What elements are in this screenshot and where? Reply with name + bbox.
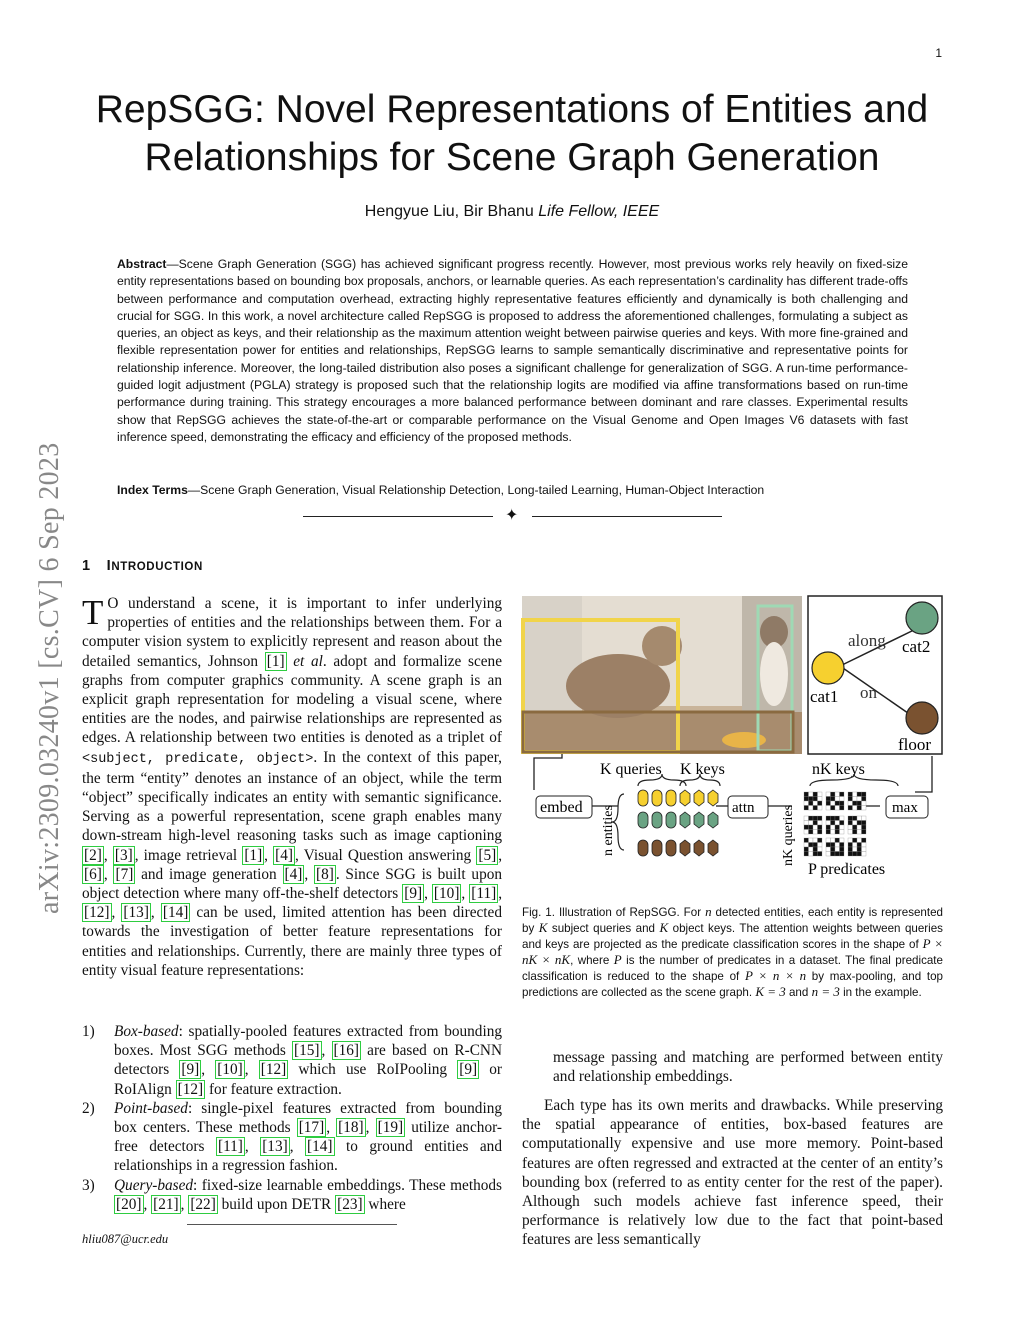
list-text: : spatially-pooled features extracted from bounding boxes. Most SGG methods: [114, 1023, 502, 1060]
drop-cap: T: [82, 593, 104, 632]
score-cell: [813, 797, 818, 802]
caption-text: is the number of predicates in a dataset. The final predicate classification is reduced to the shape of: [522, 954, 943, 984]
score-cell: [853, 830, 858, 835]
representation-list: [82, 1022, 502, 1214]
score-cell: [813, 852, 818, 857]
label-cat1: cat1: [810, 687, 839, 706]
intro-paragraph: T O understand a scene, it is important to infer underlying properties of entities and the relationships between them. For a computer vision system to explicitly represent and reason about the detailed semantics, Johnson [1] et al. adopt and formalize scene graphs from computer graphics community. A scene graph is an explicit graph representation for modeling a visual scene, where entities are the nodes, and pairwise relationships are represented as edges. A relationship between two entities is denoted as a triplet of <subject, predicate, object>. In the context of this paper, the term “entity” denotes an instance of an object, while the term “object” specifically indicates an entity with semantic significance. Serving as a powerful representation, scene graph enables many down-stream high-level reasoning tasks such as image captioning [2] , [3] , image retrieval [1] , [4] , Visual Question answering [5] , [6] , [7] and image generation [4] , [8] . Since SGG is built upon object detection where many off-the-shelf detectors [9] , [10] , [11] , [12] , [13] , [14] can be used, limited attention has been directed towards the investigation of better feature representations for entities and relationships. Currently, there are mainly three types of entity visual feature representations:: [82, 593, 503, 979]
caption-text: detected entities, each entity is represented by: [522, 906, 943, 936]
score-cell: [840, 843, 845, 848]
score-cell: [862, 843, 867, 848]
caption-text: object keys. The attention weights between queries and keys are projected as the predicate classification scores in the shape of: [522, 922, 943, 952]
page-number: 1: [935, 46, 942, 60]
intro-text: O understand a scene, it is important to infer underlying properties of entities and the relationships between them. For a computer vision system to explicitly represent and reason about the detailed semantics, Johnson: [82, 595, 502, 670]
score-cell: [813, 847, 818, 852]
k-keys-label: K keys: [680, 761, 725, 778]
citation[interactable]: [9]: [181, 1061, 200, 1079]
cat2-body: [760, 642, 788, 706]
list-term: Query-based: [114, 1176, 194, 1194]
query-token: [666, 812, 676, 828]
score-cell: [804, 847, 809, 852]
score-cell: [826, 825, 831, 830]
list-number: 2): [82, 1099, 95, 1117]
list-text: : single-pixel features extracted from bounding box centers. These methods: [114, 1099, 502, 1137]
score-cell: [840, 838, 845, 843]
score-cell: [835, 792, 840, 797]
score-cell: [848, 843, 853, 848]
score-cell: [835, 838, 840, 843]
citation[interactable]: [12]: [260, 1061, 287, 1079]
right-column-paragraph-2: Each type has its own merits and drawbacks. While preserving the spatial appearance of entities, box-based features are computationally expensive and use more memory. Point-based features are often regressed and extracted at the center of an entity’s bounding box (referred to as entity center for the rest of the paper). Although such models achieve fast inference speed, their performance is relatively low due to the fact that point-based features are less semantically: [522, 1097, 943, 1249]
score-cell: [809, 830, 814, 835]
citation[interactable]: [17]: [298, 1119, 325, 1137]
intro-text: , Visual Question answering: [295, 846, 477, 864]
score-cell: [818, 806, 823, 811]
list-text: build upon DETR: [217, 1195, 336, 1213]
score-cell: [809, 847, 814, 852]
score-cell: [857, 843, 862, 848]
score-cell: [818, 847, 823, 852]
max-label: max: [892, 800, 918, 816]
score-cell: [835, 843, 840, 848]
score-cell: [848, 830, 853, 835]
score-cell: [818, 843, 823, 848]
score-cell: [818, 792, 823, 797]
score-cell: [862, 806, 867, 811]
score-cell: [831, 825, 836, 830]
score-cell: [840, 806, 845, 811]
score-cell: [809, 792, 814, 797]
citation[interactable]: [1]: [266, 652, 285, 670]
score-cell: [831, 797, 836, 802]
key-token: [694, 812, 704, 828]
citation[interactable]: [8]: [315, 865, 334, 883]
citation[interactable]: [12]: [177, 1080, 204, 1098]
list-text: are based on R-CNN detectors: [114, 1042, 502, 1079]
citation[interactable]: [15]: [294, 1042, 320, 1060]
caption-text: by max-pooling, and top predictions are collected as the scene graph.: [522, 970, 943, 1000]
score-cell: [818, 801, 823, 806]
intro-text: . Since SGG is built upon object detection where many off-the-shelf detectors: [82, 865, 503, 903]
query-token: [652, 840, 662, 856]
citation[interactable]: [20]: [116, 1195, 142, 1213]
score-cell: [813, 792, 818, 797]
citation[interactable]: [3]: [114, 846, 133, 864]
score-cell: [818, 838, 823, 843]
right-column-paragraph-1: message passing and matching are performed between entity and relationship embeddings.: [553, 1049, 943, 1086]
section-heading: [82, 558, 203, 574]
citation[interactable]: [23]: [337, 1195, 363, 1213]
score-cell: [831, 852, 836, 857]
query-token: [666, 840, 676, 856]
score-cell: [831, 792, 836, 797]
score-cell: [831, 838, 836, 843]
score-cell: [862, 801, 867, 806]
score-cell: [848, 821, 853, 826]
score-cell: [848, 797, 853, 802]
score-cell: [826, 852, 831, 857]
separator-diamond: ✦: [505, 507, 519, 524]
score-cell: [835, 806, 840, 811]
score-cell: [848, 852, 853, 857]
list-number: 1): [82, 1023, 95, 1040]
label-on: on: [860, 683, 877, 702]
score-cell: [857, 816, 862, 821]
score-cell: [813, 838, 818, 843]
score-cell: [853, 792, 858, 797]
score-cell: [826, 843, 831, 848]
list-text: which use RoIPooling: [288, 1061, 458, 1079]
query-token: [652, 790, 662, 806]
scene-graph: [808, 596, 942, 754]
citation[interactable]: [14]: [307, 1138, 333, 1156]
citation[interactable]: [1]: [244, 846, 263, 864]
section-first-letter: I: [106, 558, 112, 574]
score-cell: [853, 816, 858, 821]
score-cell: [857, 852, 862, 857]
score-cell: [826, 797, 831, 802]
score-cell: [862, 816, 867, 821]
list-item: 2) Point-based: single-pixel features extracted from bounding box centers. These methods [17] , [18] , [19] utilize anchor-free detectors [11] , [13] , [14] to ground entities and relationships in a regression fashion.: [82, 1099, 502, 1175]
score-cell: [835, 816, 840, 821]
abstract-label: Abstract: [117, 257, 167, 271]
list-text: utilize anchor-free detectors: [114, 1119, 502, 1156]
intro-text: . In the context of this paper, the term “entity” denotes an instance of an object, while the term “object” specifically indicates an entity with semantic significance. Serving as a powerful representation, scene graph enables many down-stream high-level reasoning tasks such as image captioning: [82, 748, 503, 845]
score-cell: [804, 801, 809, 806]
query-token: [666, 790, 676, 806]
query-key-tokens: [638, 790, 718, 856]
caption-text: subject queries and: [547, 922, 660, 936]
citation[interactable]: [14]: [162, 904, 189, 922]
key-token: [708, 790, 718, 806]
score-cell: [862, 830, 867, 835]
score-cell: [848, 816, 853, 821]
score-cell: [826, 830, 831, 835]
score-cell: [809, 852, 814, 857]
n-entities-label: n entities: [601, 805, 616, 856]
list-text: or RoIAlign: [114, 1061, 502, 1098]
title-line-2: Relationships for Scene Graph Generation: [144, 136, 880, 179]
score-cell: [813, 806, 818, 811]
score-cell: [857, 806, 862, 811]
score-cell: [809, 797, 814, 802]
node-floor: [906, 702, 938, 734]
list-item: 1) Box-based: spatially-pooled features extracted from bounding boxes. Most SGG methods [15] , [16] are based on R-CNN detectors [9] , [10] , [12] which use RoIPooling [9] or RoIAlign [12] for feature extraction.: [82, 1023, 502, 1098]
query-token: [652, 812, 662, 828]
score-cell: [818, 825, 823, 830]
score-cell: [853, 852, 858, 857]
caption-math: P × nK × nK: [522, 936, 943, 968]
score-cell: [848, 792, 853, 797]
score-cell: [818, 821, 823, 826]
score-cell: [826, 801, 831, 806]
score-cell: [818, 830, 823, 835]
citation[interactable]: [9]: [459, 1061, 478, 1079]
score-cell: [804, 792, 809, 797]
score-cell: [804, 821, 809, 826]
intro-text: and image generation: [135, 865, 283, 883]
score-cell: [840, 847, 845, 852]
score-cell: [857, 825, 862, 830]
nk-keys-label: nK keys: [812, 761, 865, 778]
score-cell: [831, 843, 836, 848]
score-cell: [853, 838, 858, 843]
attn-label: attn: [732, 800, 755, 816]
list-term: Box-based: [114, 1023, 179, 1040]
score-cell: [804, 797, 809, 802]
score-cell: [840, 830, 845, 835]
score-cell: [826, 847, 831, 852]
score-cell: [862, 821, 867, 826]
key-token: [694, 790, 704, 806]
footnote-rule: [187, 1224, 397, 1225]
score-cell: [857, 838, 862, 843]
label-along: along: [848, 631, 886, 650]
separator-left: [303, 516, 493, 517]
score-cell: [848, 825, 853, 830]
triplet-code: <subject, predicate, object>: [82, 751, 314, 767]
score-cell: [840, 816, 845, 821]
score-cell: [840, 801, 845, 806]
key-token: [694, 840, 704, 856]
photo: [522, 596, 802, 754]
score-cell: [809, 816, 814, 821]
caption-math: P × n × n: [744, 968, 807, 984]
score-cell: [818, 852, 823, 857]
score-cell: [862, 797, 867, 802]
list-text: : fixed-size learnable embeddings. These methods: [193, 1176, 502, 1194]
score-cell: [826, 821, 831, 826]
score-cell: [813, 825, 818, 830]
title-line-1: RepSGG: Novel Representations of Entities and: [95, 88, 929, 131]
score-cell: [857, 821, 862, 826]
citation[interactable]: [9]: [404, 885, 423, 903]
figure-1: [520, 594, 944, 894]
score-cell: [804, 825, 809, 830]
citation[interactable]: [6]: [84, 865, 102, 883]
section-number: 1: [82, 558, 91, 574]
score-cell: [853, 825, 858, 830]
index-terms-text: —Scene Graph Generation, Visual Relationship Detection, Long-tailed Learning, Human-Object Interaction: [187, 483, 765, 497]
author-fellow: Life Fellow, IEEE: [538, 203, 660, 220]
label-cat2: cat2: [902, 637, 931, 656]
node-cat1: [812, 652, 844, 684]
score-cell: [857, 797, 862, 802]
citation[interactable]: [7]: [115, 865, 134, 883]
score-cell: [835, 821, 840, 826]
citation[interactable]: [12]: [84, 904, 110, 922]
score-cell: [804, 816, 809, 821]
citation[interactable]: [13]: [262, 1138, 288, 1156]
author-line: [60, 203, 964, 221]
score-cell: [813, 821, 818, 826]
embed-label: embed: [540, 799, 583, 816]
author-email[interactable]: hliu087@ucr.edu: [82, 1232, 169, 1246]
citation[interactable]: [5]: [478, 846, 497, 864]
score-cell: [826, 816, 831, 821]
score-cell: [840, 792, 845, 797]
score-cell: [857, 801, 862, 806]
paper-title: [60, 86, 964, 182]
predicate-score-grids: [804, 792, 866, 856]
list-text: for feature extraction.: [205, 1080, 342, 1098]
nk-queries-label: nK queries: [781, 804, 796, 866]
score-cell: [862, 792, 867, 797]
score-cell: [809, 825, 814, 830]
score-cell: [813, 843, 818, 848]
score-cell: [857, 847, 862, 852]
flow-max-to-graph: [915, 756, 932, 792]
author-names: Hengyue Liu, Bir Bhanu: [364, 203, 539, 220]
score-cell: [835, 847, 840, 852]
score-cell: [809, 843, 814, 848]
score-cell: [857, 830, 862, 835]
node-cat2: [906, 602, 938, 634]
score-cell: [826, 838, 831, 843]
score-cell: [831, 830, 836, 835]
score-cell: [835, 825, 840, 830]
score-cell: [848, 838, 853, 843]
score-cell: [831, 816, 836, 821]
flow-photo-to-embed: [534, 754, 562, 790]
citation[interactable]: [18]: [338, 1119, 364, 1137]
score-cell: [840, 852, 845, 857]
score-cell: [831, 847, 836, 852]
caption-math: n: [705, 904, 712, 919]
citation[interactable]: [13]: [123, 904, 149, 922]
caption-text: in the example.: [839, 986, 922, 1000]
score-cell: [835, 830, 840, 835]
score-cell: [813, 801, 818, 806]
key-token: [680, 812, 690, 828]
caption-text: , where: [570, 954, 614, 968]
score-cell: [809, 821, 814, 826]
citation[interactable]: [4]: [284, 865, 303, 883]
index-terms: [117, 482, 908, 499]
score-cell: [809, 801, 814, 806]
p-predicates-label: P predicates: [808, 861, 886, 878]
score-cell: [809, 838, 814, 843]
query-token: [638, 812, 648, 828]
score-cell: [848, 806, 853, 811]
et-al: et al: [293, 652, 323, 670]
caption-math: P: [613, 952, 622, 968]
score-cell: [840, 825, 845, 830]
score-cell: [831, 801, 836, 806]
score-cell: [853, 843, 858, 848]
citation[interactable]: [11]: [471, 885, 497, 903]
list-text: to ground entities and relationships in a regression fashion.: [114, 1138, 502, 1175]
score-cell: [813, 830, 818, 835]
score-cell: [862, 825, 867, 830]
citation[interactable]: [22]: [190, 1195, 216, 1213]
list-term: Point-based: [114, 1099, 188, 1117]
citation[interactable]: [4]: [275, 846, 294, 864]
score-cell: [862, 852, 867, 857]
caption-math: K: [538, 920, 548, 936]
score-cell: [857, 792, 862, 797]
score-cell: [809, 806, 814, 811]
caption-math: K = 3: [755, 984, 786, 1000]
score-cell: [804, 830, 809, 835]
citation[interactable]: [19]: [377, 1119, 404, 1137]
caption-math: K: [659, 920, 669, 936]
list-number: 3): [82, 1176, 95, 1194]
caption-text: and: [785, 986, 812, 1000]
score-cell: [826, 792, 831, 797]
intro-text: can be used, limited attention has been directed towards the investigation of better feature representations for entities and relationships. Currently, there are mainly three types of entity visual feature representations:: [82, 904, 502, 979]
label-floor: floor: [898, 735, 932, 754]
score-cell: [818, 816, 823, 821]
citation[interactable]: [2]: [84, 846, 102, 864]
score-cell: [848, 801, 853, 806]
score-cell: [831, 806, 836, 811]
score-cell: [804, 852, 809, 857]
score-cell: [804, 843, 809, 848]
query-token: [638, 840, 648, 856]
score-cell: [826, 806, 831, 811]
index-terms-label: Index Terms: [117, 483, 188, 497]
abstract-text: —Scene Graph Generation (SGG) has achieved significant progress recently. However, most previous works rely heavily on fixed-size entity representations based on bounding box proposals, anchors, or learnable queries. As each representation’s cardinality has different trade-offs between performance and computation overhead, extracting highly representative features efficiently and dynamically is both challenging and crucial for SGG. In this work, a novel architecture called RepSGG is proposed to address the aforementioned challenges, formulating a subject as queries, an object as keys, and their relationship as the maximum attention weight between pairwise queries and keys. With more fine-grained and flexible representation power for entities and relationships, RepSGG learns to sample semantically discriminative and representative points for relationship inference. Moreover, the long-tailed distribution also poses a significant challenge for generalization of SGG. A run-time performance-guided logit adjustment (PGLA) strategy is proposed such that the relationship logits are modified via affine transformations based on run-time performance during training. This strategy encourages a more balanced performance between dominant and rare classes. Experimental results show that RepSGG achieves the state-of-the-art or comparable performance on the Visual Genome and Open Images V6 datasets with fast inference speed, demonstrating the efficacy and efficiency of the proposed methods.: [117, 257, 908, 444]
score-cell: [813, 816, 818, 821]
citation[interactable]: [16]: [333, 1042, 359, 1060]
k-queries-label: K queries: [600, 761, 662, 778]
score-cell: [804, 806, 809, 811]
citation[interactable]: [10]: [217, 1061, 243, 1079]
score-cell: [835, 852, 840, 857]
score-cell: [862, 838, 867, 843]
section-rest: NTRODUCTION: [111, 561, 203, 573]
caption-math: n = 3: [811, 984, 840, 1000]
score-cell: [853, 806, 858, 811]
intro-text: . adopt and formalize scene graphs from computer graphics community. A scene graph is an explicit graph representation for modeling a visual scene, where entities are the nodes, and pairwise relationships are represented as edges. A relationship between two entities is denoted as a triplet of: [82, 652, 502, 747]
score-cell: [835, 801, 840, 806]
figure-caption: [522, 904, 943, 1001]
score-cell: [804, 838, 809, 843]
citation[interactable]: [21]: [153, 1195, 179, 1213]
intro-text: , image retrieval: [134, 846, 243, 864]
key-token: [680, 790, 690, 806]
score-cell: [818, 797, 823, 802]
key-token: [680, 840, 690, 856]
citation[interactable]: [10]: [433, 885, 460, 903]
key-token: [708, 812, 718, 828]
key-token: [708, 840, 718, 856]
score-cell: [840, 821, 845, 826]
photo-floor: [522, 712, 802, 754]
separator-right: [532, 516, 722, 517]
score-cell: [853, 821, 858, 826]
score-cell: [853, 797, 858, 802]
caption-text: Fig. 1. Illustration of RepSGG. For: [522, 906, 706, 919]
arxiv-stamp[interactable]: arXiv:2309.03240v1 [cs.CV] 6 Sep 2023: [34, 442, 65, 914]
score-cell: [862, 847, 867, 852]
list-item: 3) Query-based: fixed-size learnable embeddings. These methods [20] , [21] , [22] build upon DETR [23] where: [82, 1176, 502, 1213]
score-cell: [853, 801, 858, 806]
score-cell: [831, 821, 836, 826]
score-cell: [848, 847, 853, 852]
list-text: where: [364, 1195, 406, 1213]
score-cell: [840, 797, 845, 802]
score-cell: [835, 797, 840, 802]
score-cell: [853, 847, 858, 852]
query-token: [638, 790, 648, 806]
abstract: [117, 256, 908, 446]
citation[interactable]: [11]: [217, 1138, 243, 1156]
